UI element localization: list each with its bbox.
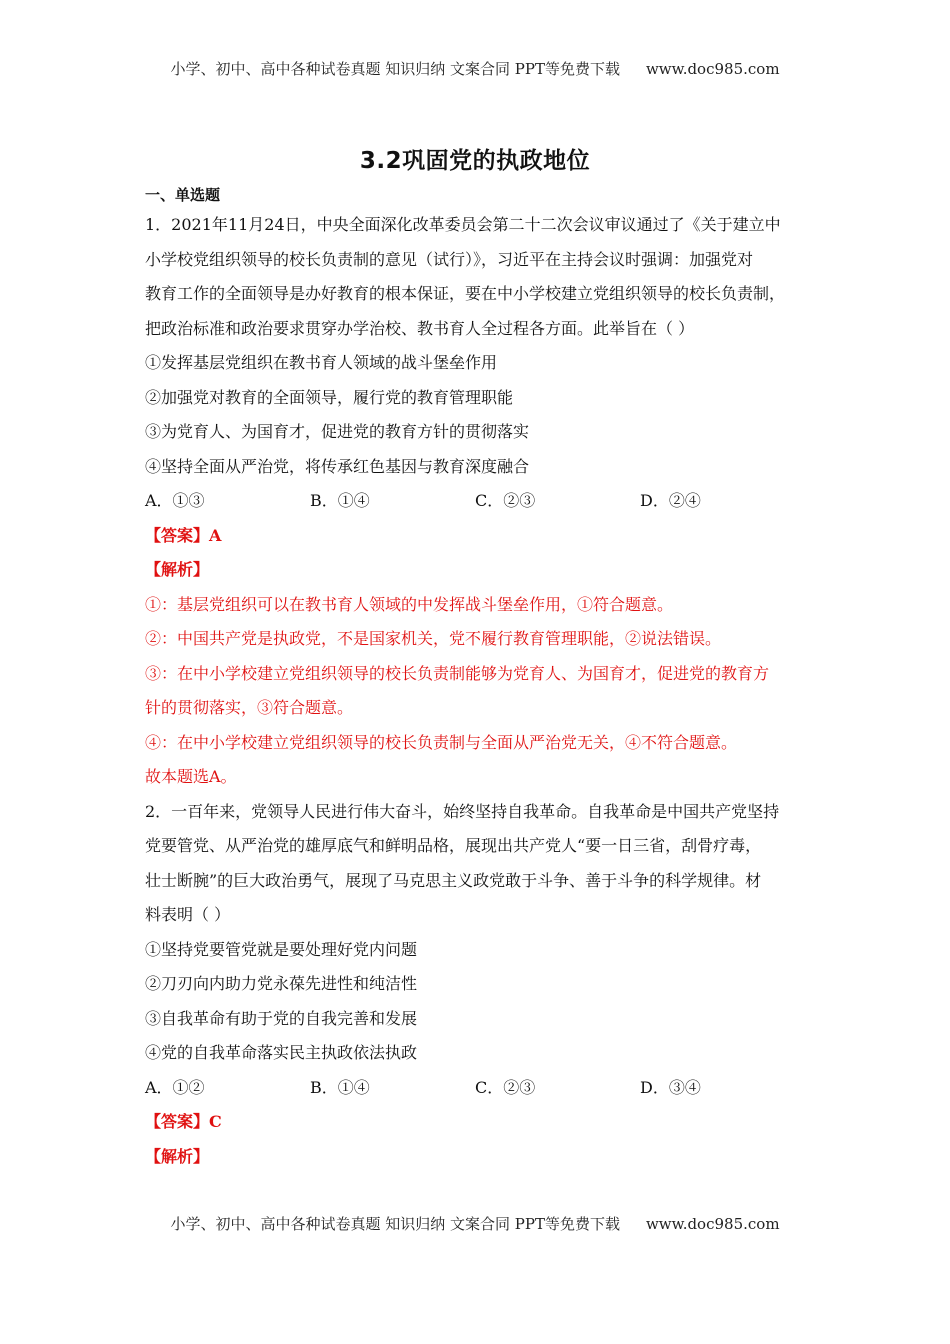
q2-statement: ④党的自我革命落实民主执政依法执政 (145, 1043, 418, 1062)
q2-stem-line: 壮士断腕”的巨大政治勇气，展现了马克思主义政党敢于斗争、善于斗争的科学规律。材 (145, 870, 762, 890)
page-title: 3.2巩固党的执政地位 (359, 148, 591, 174)
q2-stem-line: 料表明（ ） (145, 905, 231, 924)
q1-statement: ④坚持全面从严治党，将传承红色基因与教育深度融合 (145, 456, 530, 476)
q2-statement: ③自我革命有助于党的自我完善和发展 (145, 1008, 418, 1028)
q2-option-a: A．①② (145, 1077, 205, 1097)
footer-text: 小学、初中、高中各种试卷真题 知识归纳 文案合同 PPT等免费下载 (170, 1215, 620, 1233)
question-1 (145, 208, 810, 795)
q2-stem-line: 2．一百年来，党领导人民进行伟大奋斗，始终坚持自我革命。自我革命是中国共产党坚持 (145, 801, 780, 821)
q1-analysis-line: ④：在中小学校建立党组织领导的校长负责制与全面从严治党无关，④不符合题意。 (145, 732, 738, 752)
q2-statement: ①坚持党要管党就是要处理好党内问题 (145, 939, 418, 959)
q1-option-d: D．②④ (640, 491, 701, 510)
section-heading: 一、单选题 (145, 186, 221, 204)
q1-option-b: B．①④ (310, 491, 370, 510)
q1-analysis-line: ②：中国共产党是执政党，不是国家机关，党不履行教育管理职能，②说法错误。 (145, 629, 722, 648)
document-body (145, 184, 810, 1174)
q2-option-c: C．②③ (475, 1077, 536, 1097)
q1-analysis-label: 【解析】 (145, 560, 210, 579)
q1-stem-line: 1．2021年11月24日，中央全面深化改革委员会第二十二次会议审议通过了《关于建立中 (145, 215, 781, 234)
q2-option-d: D．③④ (640, 1077, 701, 1097)
q1-analysis-line: 针的贯彻落实，③符合题意。 (145, 698, 354, 717)
q1-stem-line: 小学校党组织领导的校长负责制的意见（试行）》，习近平在主持会议时强调：加强党对 (145, 249, 754, 269)
page-footer (0, 1213, 950, 1234)
page-header (0, 58, 950, 79)
q1-stem-line: 把政治标准和政治要求贯穿办学治校、教书育人全过程各方面。此举旨在（ ） (145, 318, 695, 338)
q1-statement: ①发挥基层党组织在教书育人领域的战斗堡垒作用 (145, 353, 498, 372)
q1-stem-line: 教育工作的全面领导是办好教育的根本保证，要在中小学校建立党组织领导的校长负责制， (145, 284, 786, 303)
q2-options (145, 1071, 810, 1106)
q1-analysis-line: ③：在中小学校建立党组织领导的校长负责制能够为党育人、为国育才，促进党的教育方 (145, 663, 770, 683)
q2-answer: 【答案】C (145, 1112, 222, 1131)
footer-url[interactable]: www.doc985.com (645, 1215, 780, 1233)
q1-options (145, 484, 810, 519)
q2-option-b: B．①④ (310, 1077, 370, 1097)
q1-option-a: A．①③ (145, 491, 205, 510)
header-url[interactable]: www.doc985.com (645, 60, 780, 78)
question-2 (145, 795, 810, 1175)
q1-conclusion: 故本题选A。 (145, 767, 237, 786)
q1-answer: 【答案】A (145, 525, 222, 545)
q1-statement: ③为党育人、为国育才，促进党的教育方针的贯彻落实 (145, 422, 530, 441)
q2-analysis-label: 【解析】 (145, 1146, 210, 1166)
q1-analysis-line: ①：基层党组织可以在教书育人领域的中发挥战斗堡垒作用，①符合题意。 (145, 594, 674, 614)
header-text: 小学、初中、高中各种试卷真题 知识归纳 文案合同 PPT等免费下载 (170, 60, 620, 78)
q1-option-c: C．②③ (475, 491, 536, 510)
q2-stem-line: 党要管党、从严治党的雄厚底气和鲜明品格，展现出共产党人“要一日三省，刮骨疗毒， (145, 836, 762, 855)
q1-statement: ②加强党对教育的全面领导，履行党的教育管理职能 (145, 387, 514, 407)
q2-statement: ②刀刃向内助力党永葆先进性和纯洁性 (145, 974, 418, 993)
